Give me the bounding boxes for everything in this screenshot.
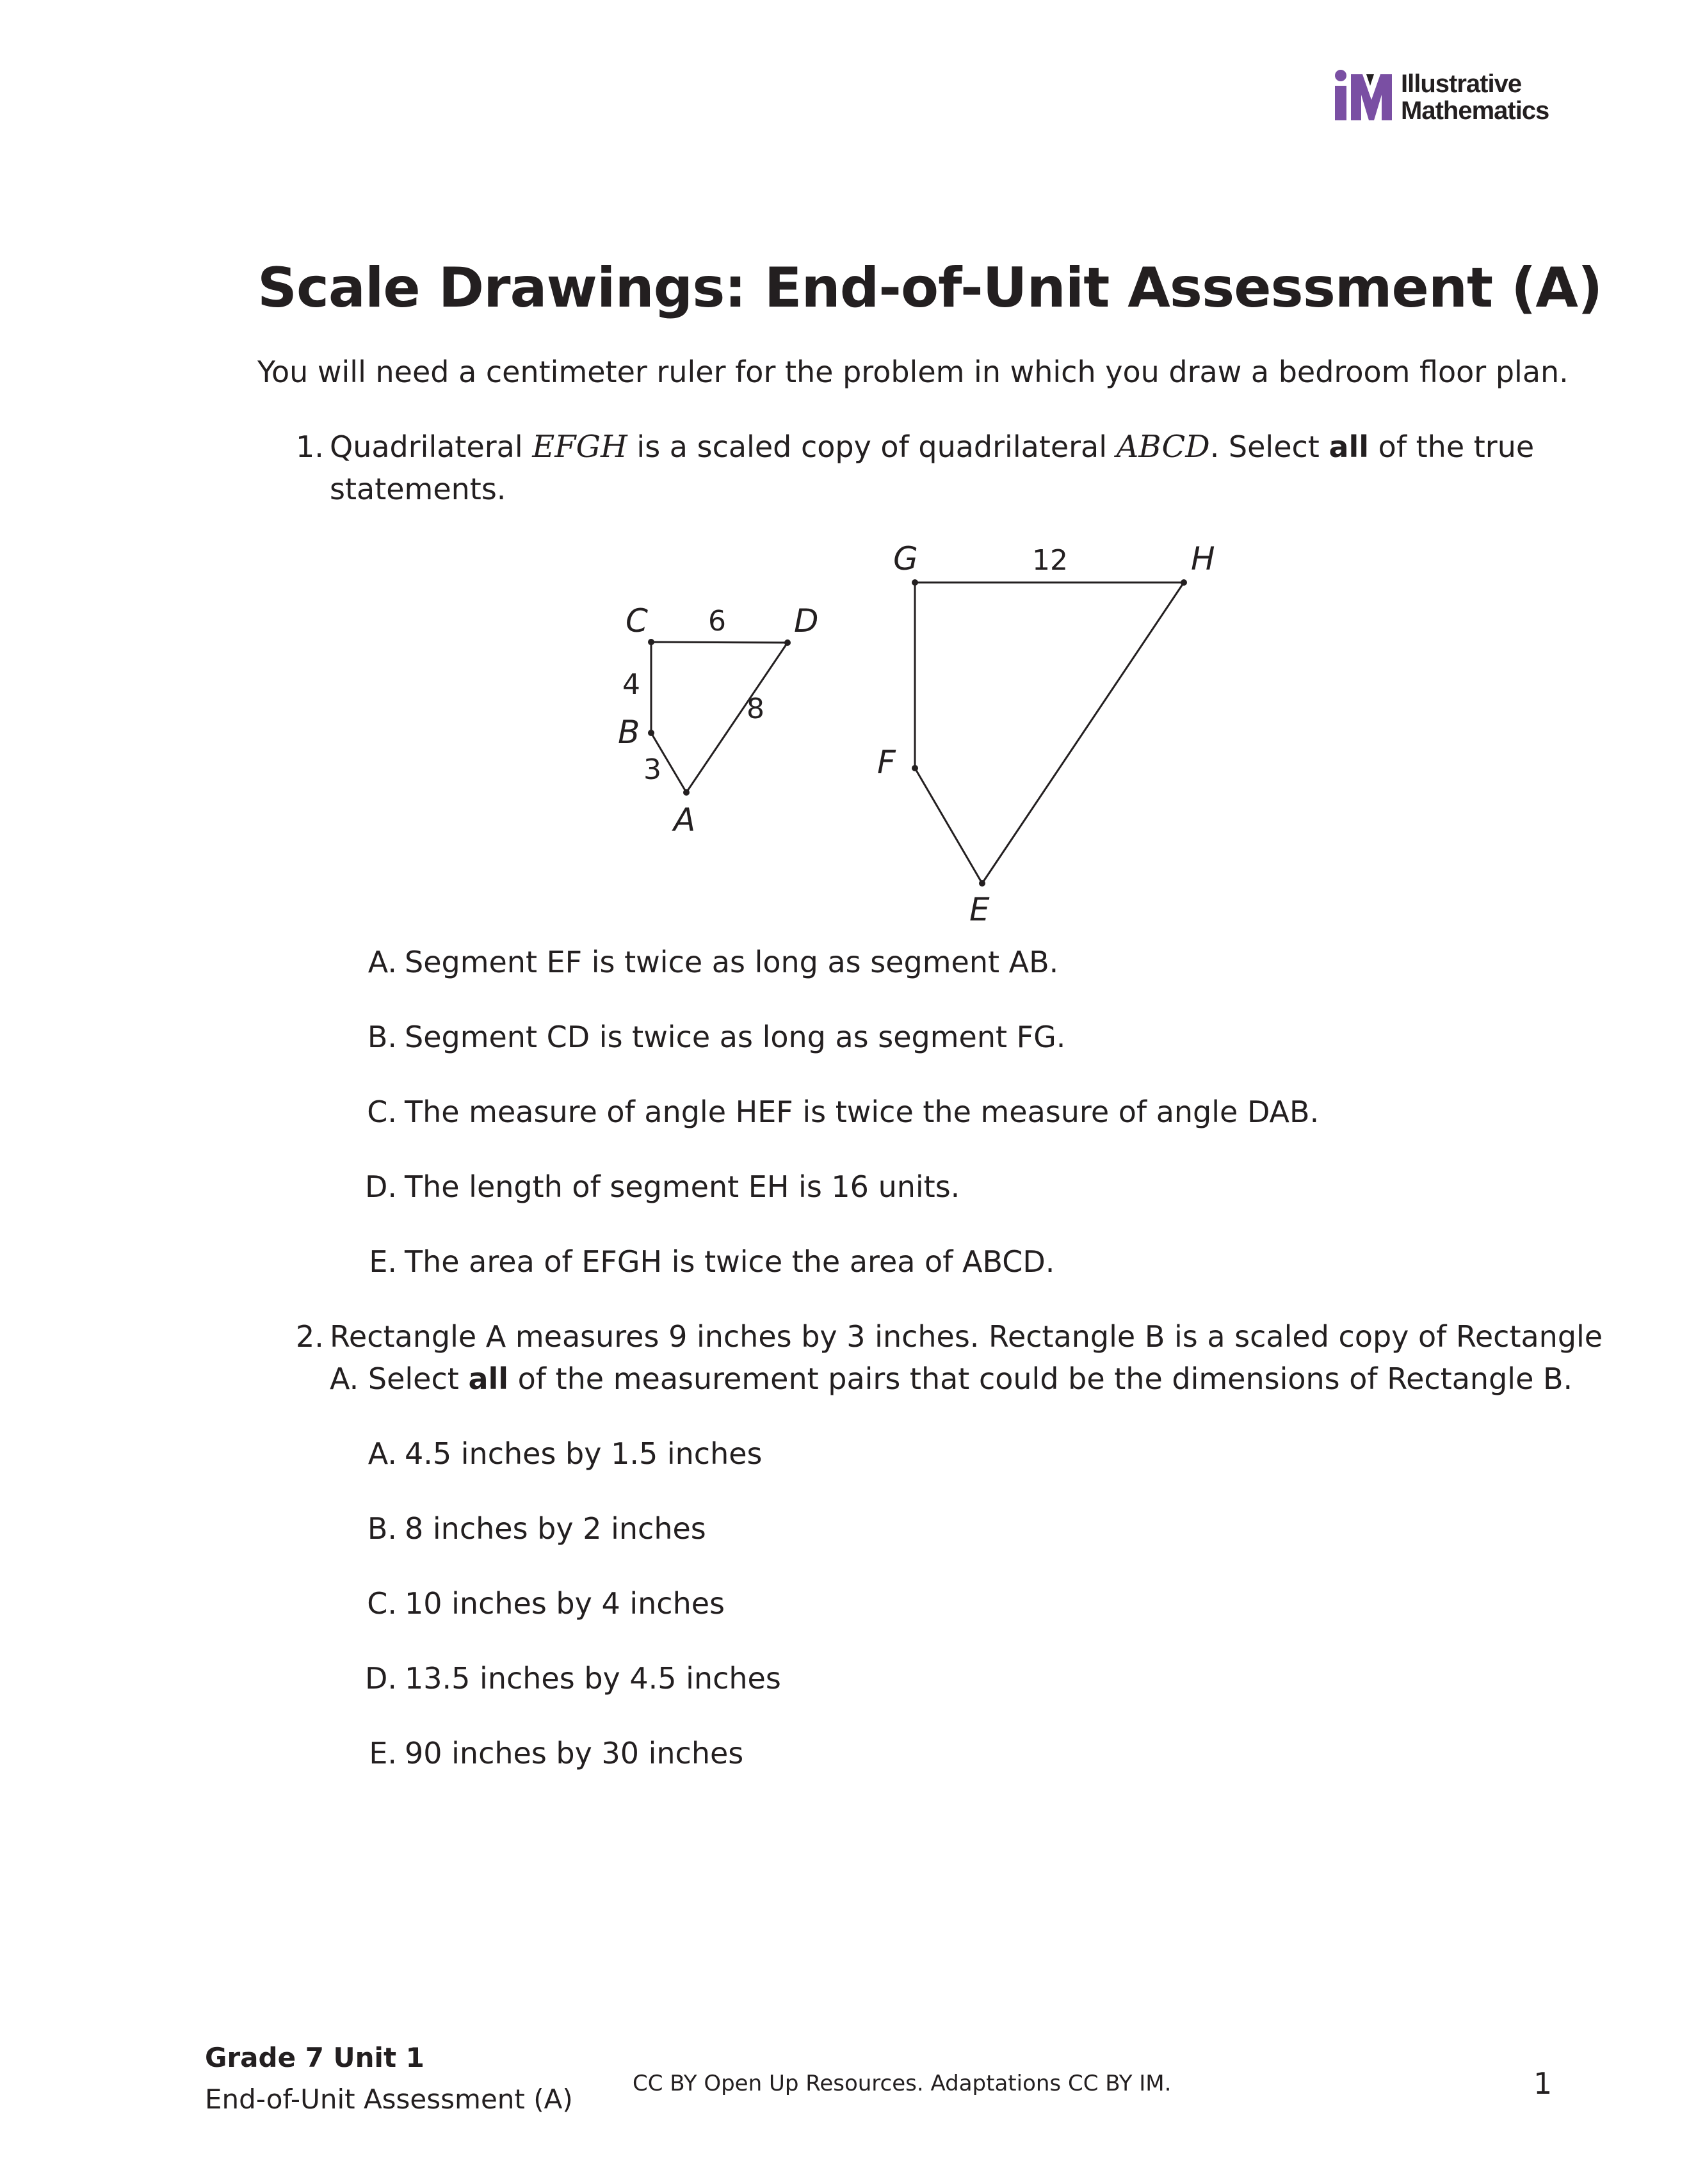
footer-license: CC BY Open Up Resources. Adaptations CC BY IM. — [633, 2071, 1172, 2096]
q1-text-b: is a scaled copy of quadrilateral — [627, 430, 1117, 464]
footer-subtitle: End-of-Unit Assessment (A) — [205, 2084, 573, 2115]
option-letter: D. — [364, 1661, 397, 1696]
length-bc: 4 — [622, 668, 640, 701]
point-f — [912, 765, 918, 771]
point-c — [648, 639, 654, 645]
option-letter: A. — [368, 945, 397, 979]
page-title: Scale Drawings: End-of-Unit Assessment (A) — [257, 256, 1603, 320]
footer-grade: Grade 7 Unit 1 — [205, 2042, 424, 2073]
option-letter: B. — [367, 1020, 397, 1054]
q2-option-d[interactable] — [364, 1657, 781, 1699]
q1-text-c: . Select — [1209, 430, 1329, 464]
option-text: The length of segment EH is 16 units. — [405, 1169, 960, 1204]
length-gh: 12 — [1032, 544, 1068, 577]
question-2-line-1: Rectangle A measures 9 inches by 3 inches. Rectangle B is a scaled copy of Rectangle — [330, 1319, 1603, 1354]
question-1-line-1 — [330, 426, 1534, 468]
label-c: C — [626, 602, 648, 639]
option-letter: D. — [364, 1169, 397, 1204]
option-letter: B. — [367, 1511, 397, 1546]
point-d — [784, 639, 791, 646]
option-letter: E. — [369, 1736, 397, 1770]
q1-text-a: Quadrilateral — [330, 430, 533, 464]
q2-option-c[interactable] — [367, 1582, 725, 1625]
q2-option-a[interactable] — [368, 1433, 763, 1475]
page-number: 1 — [1533, 2066, 1553, 2101]
q2-text-a: A. Select — [330, 1361, 469, 1396]
q1-option-a[interactable] — [368, 941, 1059, 983]
q2-text-b: of the measurement pairs that could be the dimensions of Rectangle B. — [508, 1361, 1573, 1396]
length-ad: 8 — [747, 693, 764, 725]
quad-abcd — [651, 642, 788, 792]
label-h: H — [1191, 540, 1215, 577]
intro-text: You will need a centimeter ruler for the problem in which you draw a bedroom floor plan. — [257, 355, 1569, 389]
logo-line-2: Mathematics — [1401, 97, 1549, 125]
label-d: D — [794, 602, 819, 639]
point-h — [1181, 579, 1187, 586]
question-2-line-2 — [330, 1358, 1572, 1400]
length-cd: 6 — [708, 605, 726, 638]
option-letter: A. — [368, 1436, 397, 1471]
q1-option-d[interactable] — [364, 1166, 960, 1208]
option-text: 8 inches by 2 inches — [405, 1511, 706, 1546]
question-number: 2. — [296, 1319, 324, 1354]
point-a — [683, 789, 690, 796]
option-text: 10 inches by 4 inches — [405, 1586, 725, 1621]
option-letter: C. — [367, 1586, 397, 1621]
quad-efgh — [915, 582, 1184, 883]
quadrilaterals-figure — [576, 525, 1281, 935]
q1-math-efgh: EFGH — [532, 429, 627, 465]
question-1-line-2: statements. — [330, 472, 506, 506]
point-e — [979, 880, 985, 887]
logo-line-1: Illustrative — [1401, 70, 1522, 98]
label-f: F — [877, 744, 896, 781]
label-a: A — [674, 801, 696, 839]
point-g — [912, 579, 918, 586]
q1-option-c[interactable] — [367, 1091, 1320, 1133]
q2-option-b[interactable] — [367, 1507, 706, 1550]
option-text: The measure of angle HEF is twice the measure of angle DAB. — [405, 1095, 1320, 1129]
q1-bold-all: all — [1329, 430, 1370, 464]
option-text: 13.5 inches by 4.5 inches — [405, 1661, 781, 1696]
im-logo-mark — [1332, 69, 1396, 127]
label-g: G — [893, 540, 918, 577]
logo-wordmark — [1401, 70, 1549, 124]
q2-option-e[interactable] — [369, 1732, 744, 1774]
label-e: E — [969, 891, 990, 928]
point-b — [648, 730, 654, 736]
question-number: 1. — [296, 430, 324, 464]
q1-option-e[interactable] — [369, 1241, 1055, 1283]
option-text: The area of EFGH is twice the area of ABCD. — [405, 1244, 1055, 1279]
q2-bold-all: all — [468, 1361, 509, 1396]
option-letter: E. — [369, 1244, 397, 1279]
label-b: B — [618, 714, 640, 751]
option-text: Segment CD is twice as long as segment FG. — [405, 1020, 1066, 1054]
q1-math-abcd: ABCD — [1116, 429, 1210, 465]
option-text: 4.5 inches by 1.5 inches — [405, 1436, 763, 1471]
length-ab: 3 — [643, 753, 661, 786]
im-logo — [1332, 69, 1562, 127]
option-text: Segment EF is twice as long as segment AB. — [405, 945, 1059, 979]
option-text: 90 inches by 30 inches — [405, 1736, 744, 1770]
option-letter: C. — [367, 1095, 397, 1129]
q1-text-d: of the true — [1369, 430, 1535, 464]
q1-option-b[interactable] — [367, 1016, 1066, 1058]
